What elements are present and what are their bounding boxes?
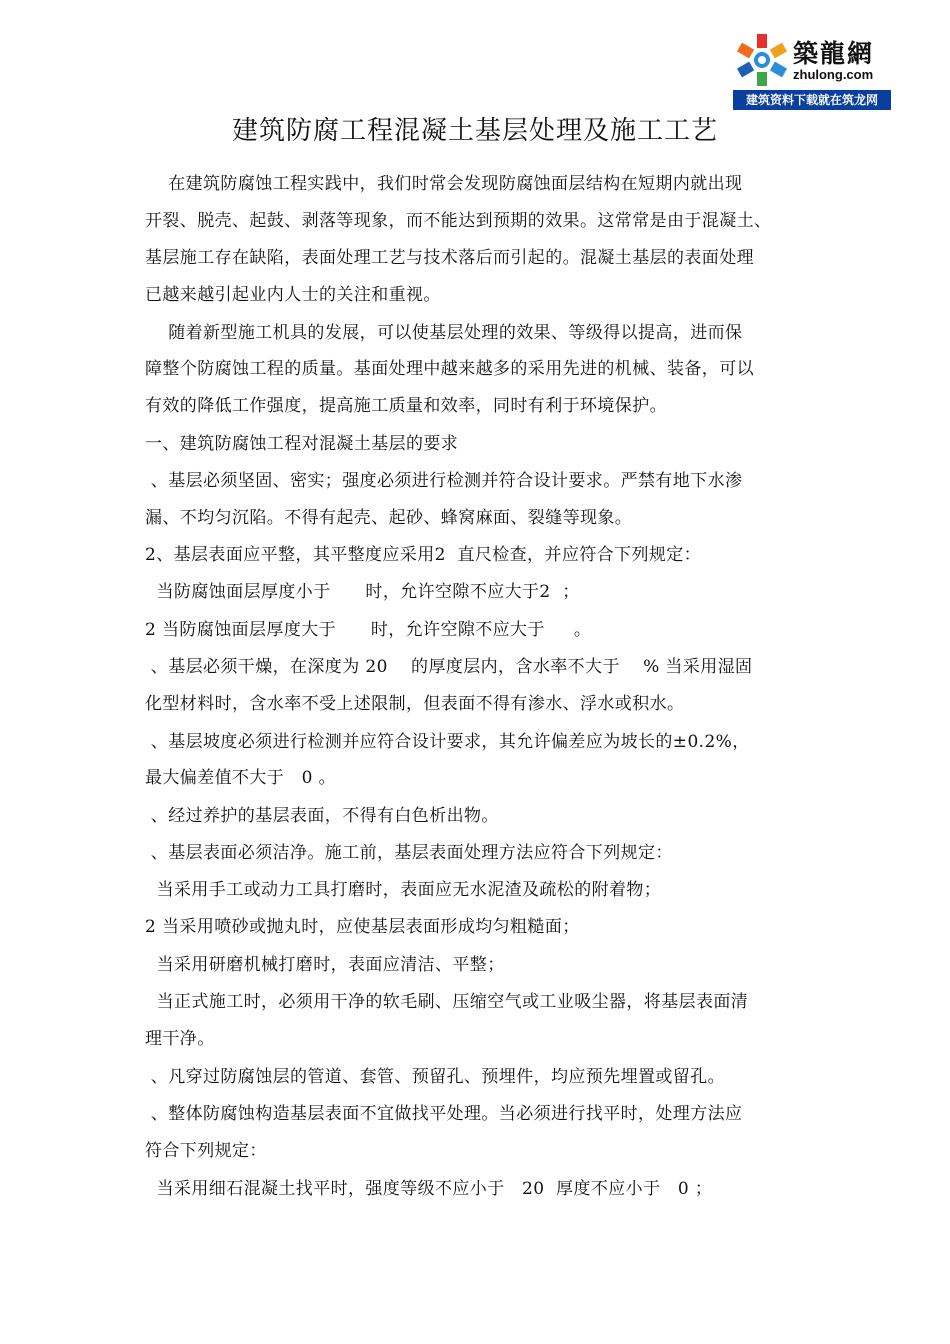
- document-title: 建筑防腐工程混凝土基层处理及施工工艺: [231, 116, 718, 146]
- paragraph-line: 已越来越引起业内人士的关注和重视。: [145, 285, 441, 305]
- paragraph-line: 有效的降低工作强度，提高施工质量和效率，同时有利于环境保护。: [145, 396, 667, 416]
- section-heading: 一、建筑防腐蚀工程对混凝土基层的要求: [145, 434, 459, 454]
- paragraph-line: 符合下列规定：: [145, 1141, 267, 1161]
- paragraph-line: 、基层必须坚固、密实；强度必须进行检测并符合设计要求。严禁有地下水渗: [145, 471, 743, 491]
- paragraph-line: 基层施工存在缺陷，表面处理工艺与技术落后而引起的。混凝土基层的表面处理: [145, 248, 754, 268]
- logo-domain: zhulong.com: [793, 67, 874, 82]
- paragraph-line: 、整体防腐蚀构造基层表面不宜做找平处理。当必须进行找平时，处理方法应: [145, 1104, 743, 1124]
- paragraph-line: 随着新型施工机具的发展，可以使基层处理的效果、等级得以提高，进而保: [145, 323, 743, 343]
- paragraph-line: 2、基层表面应平整，其平整度应采用2 直尺检查，并应符合下列规定：: [145, 545, 702, 565]
- logo-name: 築龍網: [793, 39, 875, 68]
- snowflake-logo-icon: [735, 33, 789, 87]
- paragraph-line: 当采用手工或动力工具打磨时，表面应无水泥渣及疏松的附着物；: [145, 880, 662, 900]
- paragraph-line: 在建筑防腐蚀工程实践中，我们时常会发现防腐蚀面层结构在短期内就出现: [145, 174, 743, 194]
- paragraph-line: 2 当采用喷砂或抛丸时，应使基层表面形成均匀粗糙面；: [145, 917, 580, 937]
- paragraph-line: 、基层表面必须洁净。施工前，基层表面处理方法应符合下列规定：: [145, 843, 673, 863]
- paragraph-line: 当防腐蚀面层厚度小于 时，允许空隙不应大于2 ；: [145, 582, 580, 602]
- zhulong-logo[interactable]: [733, 30, 891, 110]
- paragraph-line: 、凡穿过防腐蚀层的管道、套管、预留孔、预埋件，均应预先埋置或留孔。: [145, 1067, 726, 1087]
- paragraph-line: 当采用细石混凝土找平时，强度等级不应小于 20 厚度不应小于 0 ；: [145, 1179, 713, 1199]
- paragraph-line: 理干净。: [145, 1029, 215, 1049]
- paragraph-line: 、基层坡度必须进行检测并应符合设计要求，其允许偏差应为坡长的±0.2%，: [145, 732, 750, 752]
- paragraph-line: 障整个防腐蚀工程的质量。基面处理中越来越多的采用先进的机械、装备，可以: [145, 359, 754, 379]
- paragraph-line: 当采用研磨机械打磨时，表面应清洁、平整；: [145, 955, 505, 975]
- paragraph-line: 化型材料时，含水率不受上述限制，但表面不得有渗水、浮水或积水。: [145, 694, 685, 714]
- paragraph-line: 最大偏差值不大于 0 。: [145, 768, 337, 788]
- paragraph-line: 开裂、脱壳、起鼓、剥落等现象，而不能达到预期的效果。这常常是由于混凝土、: [145, 211, 772, 231]
- paragraph-line: 、基层必须干燥，在深度为 20 的厚度层内，含水率不大于 % 当采用湿固: [145, 657, 753, 677]
- paragraph-line: 漏、不均匀沉陷。不得有起壳、起砂、蜂窝麻面、裂缝等现象。: [145, 508, 633, 528]
- paragraph-line: 、经过养护的基层表面，不得有白色析出物。: [145, 806, 499, 826]
- logo-slogan: 建筑资料下载就在筑龙网: [733, 90, 891, 110]
- paragraph-line: 当正式施工时，必须用干净的软毛刷、压缩空气或工业吸尘器，将基层表面清: [145, 992, 749, 1012]
- paragraph-line: 2 当防腐蚀面层厚度大于 时，允许空隙不应大于 。: [145, 620, 592, 640]
